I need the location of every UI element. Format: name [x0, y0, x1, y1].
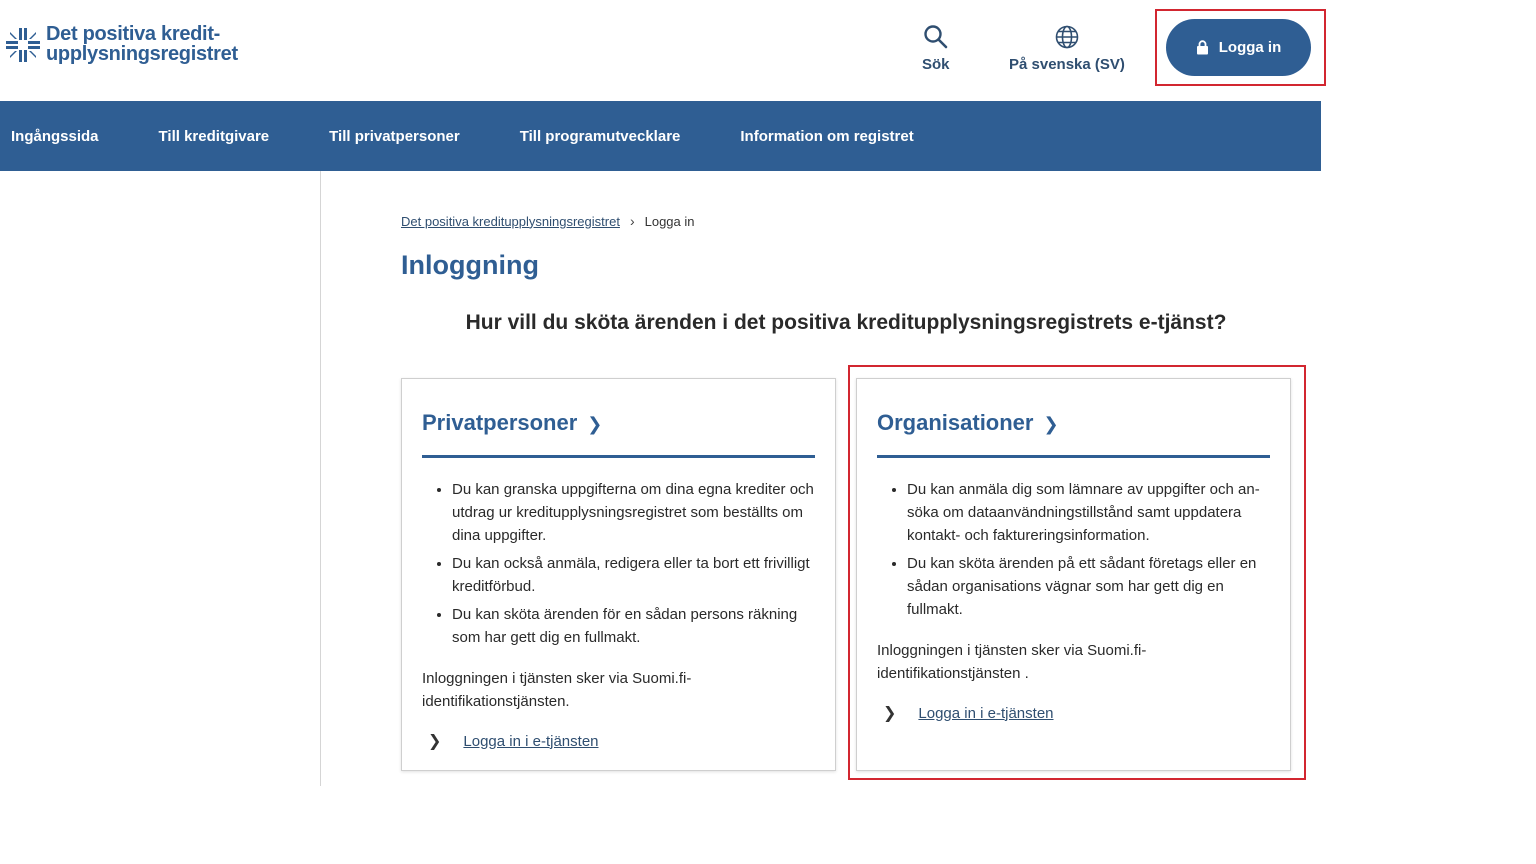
breadcrumb-home-link[interactable]: Det positiva kreditupplysningsregistret — [401, 213, 620, 229]
nav-item-developers[interactable]: Till programutvecklare — [519, 127, 681, 145]
language-label: På svenska (SV) — [1009, 56, 1125, 73]
card-info-text: Inloggningen i tjänsten sker via Suomi.fi-identifikationstjänsten. — [422, 670, 692, 710]
search-label: Sök — [922, 56, 950, 73]
card-info-text: Inloggningen i tjänsten sker via Suomi.fi-identifikationstjänsten . — [877, 642, 1147, 682]
card-title-link[interactable] — [422, 399, 815, 458]
breadcrumb-current: Logga in — [644, 213, 695, 229]
lock-icon — [1196, 40, 1209, 55]
logo-text — [46, 24, 238, 64]
site-logo[interactable] — [4, 24, 238, 64]
login-eservice-row[interactable] — [422, 731, 815, 751]
list-item: • Du kan sköta ärenden på ett sådant företags eller en sådan organisations vägnar som har gett dig en fullmakt. — [907, 552, 1270, 621]
page-title: Inloggning — [401, 250, 539, 280]
card-title-text: Privatpersoner — [422, 410, 578, 435]
list-item: • Du kan anmäla dig som lämnare av uppgifter och ansöka om dataanvändningstillstånd samt uppdatera kontakt- och faktureringsinformation. — [907, 478, 1270, 547]
chevron-right-icon: ❯ — [428, 733, 442, 750]
login-button[interactable] — [1166, 19, 1311, 76]
organisations-highlight-frame — [848, 365, 1306, 780]
page-lead: Hur vill du sköta ärenden i det positiva kreditupplysningsregistrets e-tjänst? — [465, 311, 1227, 334]
login-eservice-link[interactable]: Logga in i e-tjänsten — [918, 704, 1054, 722]
card-private-persons — [401, 378, 836, 771]
header — [0, 0, 1321, 101]
globe-icon — [1054, 24, 1080, 50]
sidebar-divider — [320, 171, 321, 786]
login-label: Logga in — [1218, 39, 1282, 56]
list-item: • Du kan också anmäla, redigera eller ta bort ett frivilligt kreditförbud. — [452, 552, 815, 598]
nav-item-register-info[interactable]: Information om registret — [740, 127, 914, 145]
nav-item-private-persons[interactable]: Till privatpersoner — [329, 127, 460, 145]
logo-line-2: upplysningsregistret — [46, 43, 238, 65]
card-bullet-list — [422, 478, 815, 649]
login-eservice-link[interactable]: Logga in i e-tjänsten — [463, 732, 599, 750]
breadcrumb — [401, 213, 695, 229]
logo-line-1: Det positiva kredit- — [46, 23, 221, 45]
chevron-right-icon: ❯ — [883, 705, 897, 722]
card-title-text: Organisationer — [877, 410, 1034, 435]
nav-item-creditors[interactable]: Till kreditgivare — [158, 127, 270, 145]
language-selector[interactable] — [1009, 24, 1125, 73]
nav-item-home[interactable]: Ingångssida — [11, 127, 99, 145]
list-item: • Du kan granska uppgifterna om dina egna krediter och utdrag ur kreditupplysningsregistret som beställts om dina uppgifter. — [452, 478, 815, 547]
chevron-right-icon: ❯ — [587, 413, 603, 434]
search-button[interactable] — [922, 24, 950, 73]
list-item: • Du kan sköta ärenden för en sådan persons räkning som har gett dig en fullmakt. — [452, 603, 815, 649]
main-nav — [0, 101, 1321, 171]
chevron-right-icon: › — [629, 213, 635, 229]
logo-mark-icon — [4, 26, 42, 64]
chevron-right-icon: ❯ — [1043, 413, 1059, 434]
search-icon — [923, 24, 949, 50]
